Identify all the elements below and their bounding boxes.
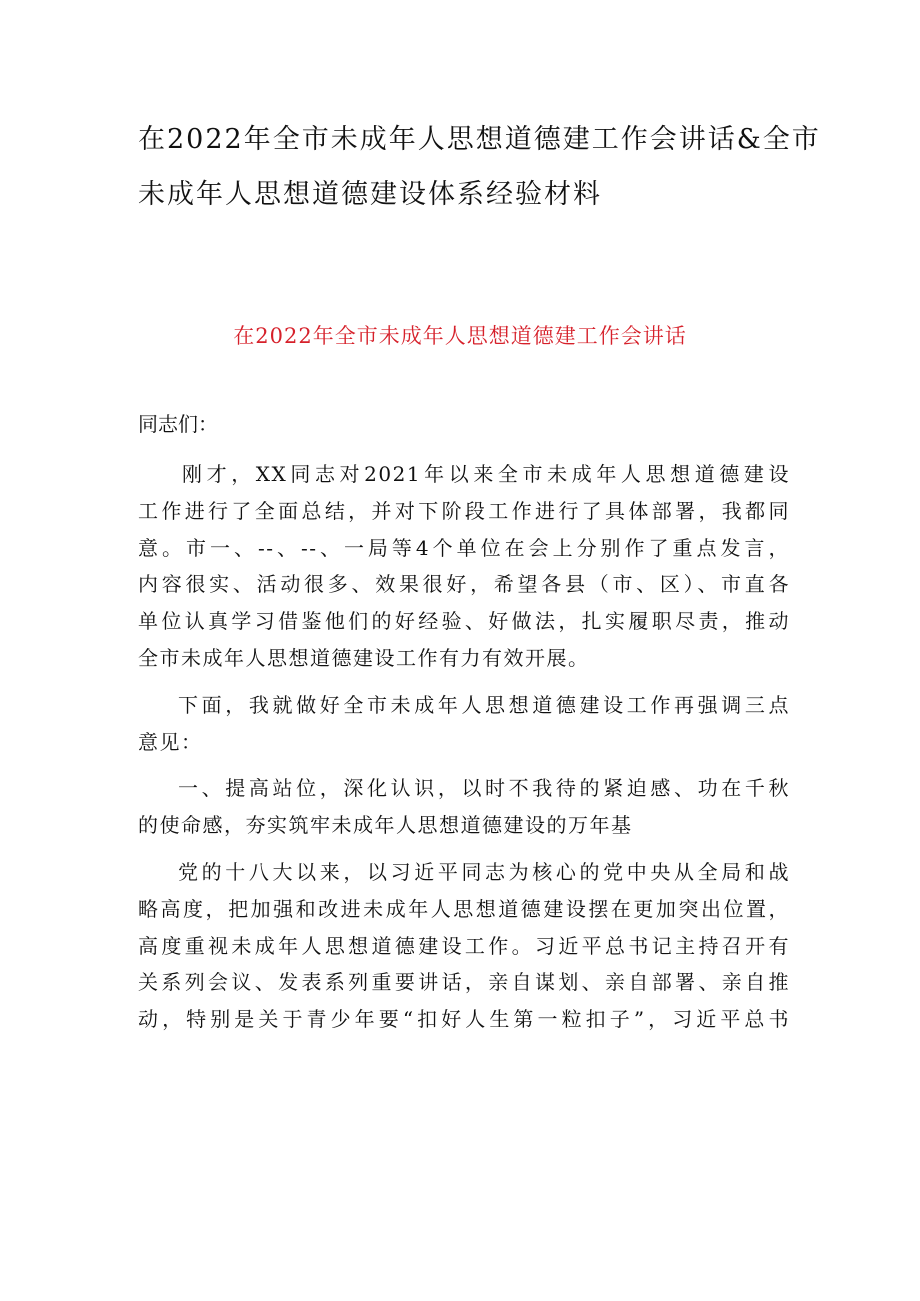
salutation: 同志们： bbox=[138, 412, 218, 436]
paragraph-2 bbox=[138, 687, 790, 761]
paragraph-line: 高度重视未成年人思想道德建设工作。习近平总书记主持召开有 bbox=[138, 933, 790, 958]
document-title bbox=[138, 112, 821, 222]
document-title-line-1: 在2022年全市未成年人思想道德建工作会讲话&全市 bbox=[138, 124, 821, 155]
paragraph-line: 工作进行了全面总结，并对下阶段工作进行了具体部署，我都同 bbox=[138, 498, 790, 523]
paragraph-line: 内容很实、活动很多、效果很好，希望各县（市、区）、市直各 bbox=[138, 572, 790, 597]
paragraph-line: 的使命感，夯实筑牢未成年人思想道德建设的万年基 bbox=[138, 813, 633, 838]
paragraph-line: 意。市一、--、--、一局等4个单位在会上分别作了重点发言， bbox=[138, 535, 790, 560]
paragraph-line: 略高度，把加强和改进未成年人思想道德建设摆在更加突出位置， bbox=[138, 896, 790, 921]
document-title-line-2: 未成年人思想道德建设体系经验材料 bbox=[138, 179, 602, 210]
paragraph-line: 动，特别是关于青少年要“扣好人生第一粒扣子”，习近平总书 bbox=[138, 1007, 790, 1032]
paragraph-3 bbox=[138, 770, 790, 844]
paragraph-line: 一、提高站位，深化认识，以时不我待的紧迫感、功在千秋 bbox=[178, 776, 790, 801]
paragraph-line: 关系列会议、发表系列重要讲话，亲自谋划、亲自部署、亲自推 bbox=[138, 970, 790, 995]
paragraph-4 bbox=[138, 854, 790, 1038]
paragraph-line: 下面，我就做好全市未成年人思想道德建设工作再强调三点 bbox=[178, 692, 790, 717]
paragraph-line: 全市未成年人思想道德建设工作有力有效开展。 bbox=[138, 645, 590, 670]
paragraph-line: 党的十八大以来，以习近平同志为核心的党中央从全局和战 bbox=[178, 859, 790, 884]
paragraph-1 bbox=[138, 456, 790, 677]
document-body bbox=[138, 456, 790, 1048]
section-heading: 在2022年全市未成年人思想道德建工作会讲话 bbox=[233, 324, 687, 348]
paragraph-line: 意见： bbox=[138, 729, 203, 754]
paragraph-line: 单位认真学习借鉴他们的好经验、好做法，扎实履职尽责，推动 bbox=[138, 609, 790, 634]
paragraph-line: 刚才，XX同志对2021年以来全市未成年人思想道德建设 bbox=[182, 462, 790, 486]
